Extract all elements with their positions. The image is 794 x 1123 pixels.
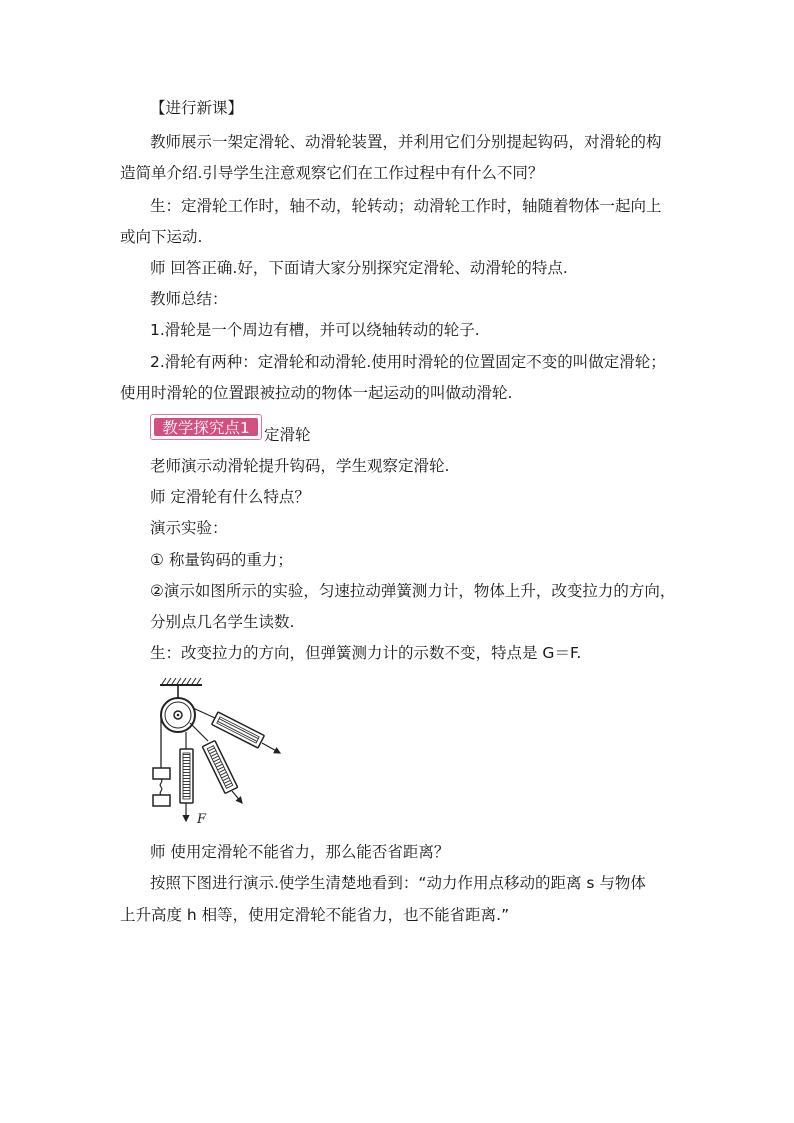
experiment-step-1: ① 称量钩码的重力； — [150, 551, 293, 569]
summary-point-1: 1.滑轮是一个周边有槽，并可以绕轴转动的轮子. — [150, 321, 480, 339]
section-heading: 【进行新课】 — [150, 99, 244, 117]
student-answer-1-line-2: 或向下运动. — [120, 228, 203, 246]
demo-intro: 老师演示动滑轮提升钩码，学生观察定滑轮. — [150, 457, 450, 475]
student-answer-2: 生：改变拉力的方向，但弹簧测力计的示数不变，特点是 G＝F. — [150, 644, 582, 662]
experiment-step-2-line-1: ②演示如图所示的实验，匀速拉动弹簧测力计，物体上升，改变拉力的方向， — [150, 582, 676, 600]
inquiry-point-badge-fill — [154, 418, 258, 436]
summary-point-2-line-2: 使用时滑轮的位置跟被拉动的物体一起运动的叫做动滑轮. — [120, 384, 513, 402]
topic-title: 定滑轮 — [264, 426, 311, 444]
inquiry-point-badge — [150, 414, 262, 440]
fixed-pulley-figure — [140, 675, 290, 825]
intro-line-2: 造简单介绍.引导学生注意观察它们在工作过程中有什么不同？ — [120, 164, 544, 182]
student-answer-1-line-1: 生：定滑轮工作时，轴不动，轮转动；动滑轮工作时，轴随着物体一起向上 — [150, 197, 662, 215]
demo-conclusion-line-2: 上升高度 h 相等，使用定滑轮不能省力，也不能省距离.” — [120, 906, 510, 924]
inquiry-point-badge-label: 教学探究点1 — [162, 419, 250, 437]
experiment-step-2-line-2: 分别点几名学生读数. — [150, 613, 295, 631]
intro-line-1: 教师展示一架定滑轮、动滑轮装置，并利用它们分别提起钩码，对滑轮的构 — [150, 133, 662, 151]
experiment-heading: 演示实验： — [150, 519, 228, 537]
summary-heading: 教师总结： — [150, 290, 228, 308]
vertical-spring-scale — [180, 732, 193, 821]
force-label: F — [197, 812, 207, 825]
teacher-reply-1: 师 回答正确.好，下面请大家分别探究定滑轮、动滑轮的特点. — [150, 259, 568, 277]
demo-conclusion-line-1: 按照下图进行演示.使学生清楚地看到：“动力作用点移动的距离 s 与物体 — [150, 874, 646, 892]
teacher-question-1: 师 定滑轮有什么特点？ — [150, 488, 310, 506]
summary-point-2-line-1: 2.滑轮有两种：定滑轮和动滑轮.使用时滑轮的位置固定不变的叫做定滑轮； — [150, 353, 666, 371]
pulley-wheel — [161, 698, 195, 732]
teacher-question-2: 师 使用定滑轮不能省力，那么能否省距离？ — [150, 843, 450, 861]
